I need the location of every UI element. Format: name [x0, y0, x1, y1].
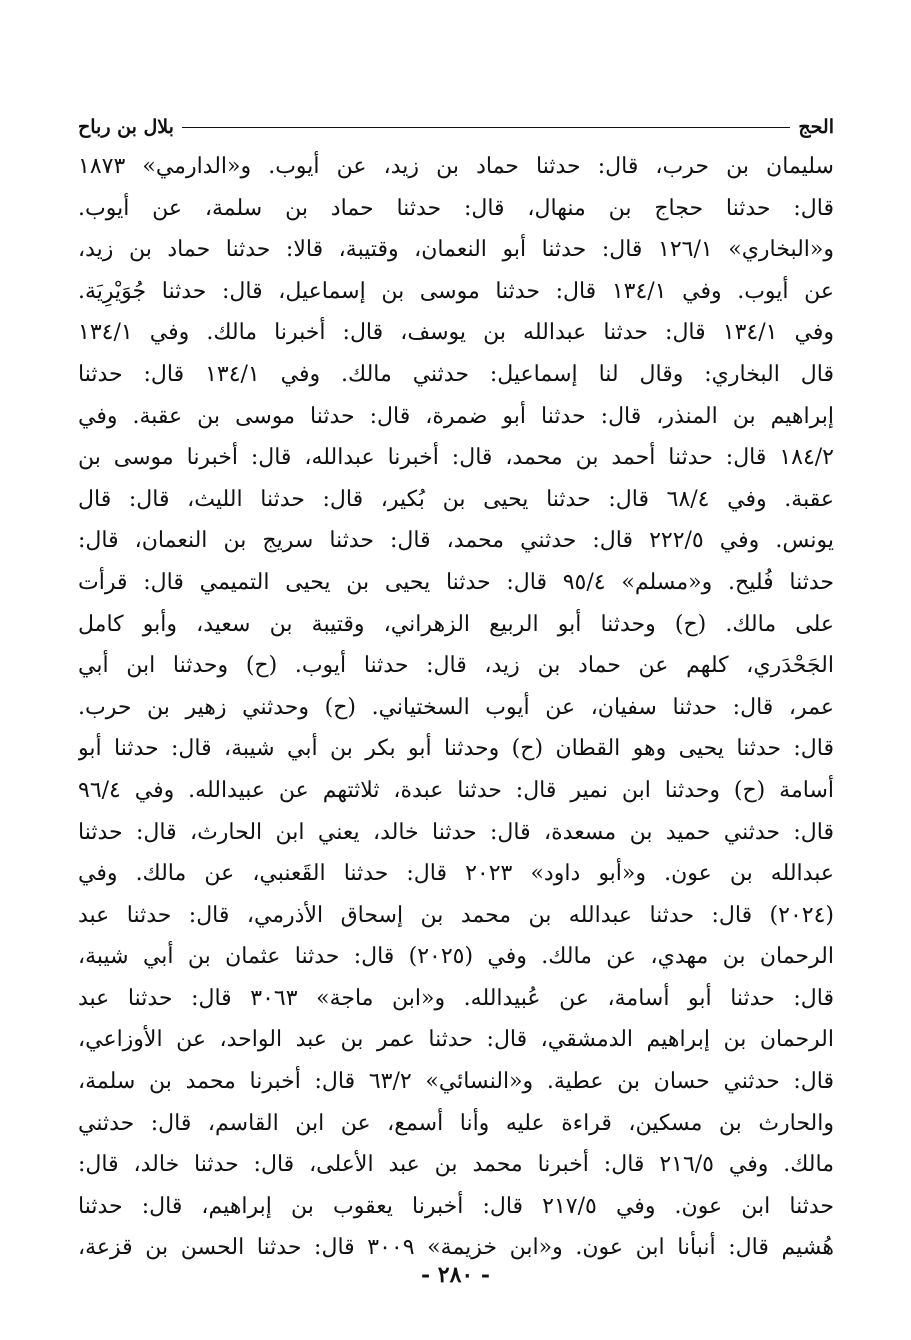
chapter-title: الحج: [798, 116, 834, 138]
text-line: عن أيوب. وفي ١٣٤/١ قال: حدثنا موسى بن إسماعيل، قال: حدثنا جُوَيْرِيَة.: [78, 278, 834, 304]
header-rule: [182, 127, 790, 128]
text-line: حدثنا فُليح. و«مسلم» ٩٥/٤ قال: حدثنا يحيى بن يحيى التميمي قال: قرأت: [78, 569, 834, 595]
text-line: ١٨٤/٢ قال: حدثنا أحمد بن محمد، قال: أخبرنا عبدالله، قال: أخبرنا موسى بن: [78, 445, 834, 471]
page-number: - ٢٨٠ -: [420, 1262, 491, 1288]
text-line: عمر، قال: حدثنا سفيان، عن أيوب السختياني. (ح) وحدثني زهير بن حرب.: [78, 694, 834, 720]
text-line: مالك. وفي ٢١٦/٥ قال: أخبرنا محمد بن عبد الأعلى، قال: حدثنا خالد، قال:: [78, 1152, 834, 1178]
text-line: و«البخاري» ١٢٦/١ قال: حدثنا أبو النعمان، وقتيبة، قالا: حدثنا حماد بن زيد،: [78, 237, 834, 263]
text-line: حدثنا ابن عون. وفي ٢١٧/٥ قال: أخبرنا يعقوب بن إبراهيم، قال: حدثنا: [78, 1193, 834, 1219]
text-line: قال البخاري: وقال لنا إسماعيل: حدثني مالك. وفي ١٣٤/١ قال: حدثنا: [78, 361, 834, 387]
text-line: الجَحْدَري، كلهم عن حماد بن زيد، قال: حدثنا أيوب. (ح) وحدثنا ابن أبي: [78, 653, 834, 679]
text-line: قال: حدثني حسان بن عطية. و«النسائي» ٦٣/٢ قال: أخبرنا محمد بن سلمة،: [78, 1069, 834, 1095]
text-line: هُشيم قال: أنبأنا ابن عون. و«ابن خزيمة» ٣٠٠٩ قال: حدثنا الحسن بن قزعة،: [78, 1235, 834, 1261]
text-line: يونس. وفي ٢٢٢/٥ قال: حدثني محمد، قال: حدثنا سريج بن النعمان، قال:: [78, 528, 834, 554]
text-line: (٢٠٢٤) قال: حدثنا عبدالله بن محمد بن إسحاق الأذرمي، قال: حدثنا عبد: [78, 902, 834, 928]
body-text: [78, 146, 834, 1269]
text-line: والحارث بن مسكين، قراءة عليه وأنا أسمع، عن ابن القاسم، قال: حدثني: [78, 1110, 834, 1136]
running-header: [78, 112, 834, 142]
text-line: قال: حدثنا أبو أسامة، عن عُبيدالله. و«ابن ماجة» ٣٠٦٣ قال: حدثنا عبد: [78, 985, 834, 1011]
text-line: عبدالله بن عون. و«أبو داود» ٢٠٢٣ قال: حدثنا القَعنبي، عن مالك. وفي: [78, 861, 834, 887]
text-line: أسامة (ح) وحدثنا ابن نمير قال: حدثنا عبدة، ثلاثتهم عن عبيدالله. وفي ٩٦/٤: [78, 777, 834, 803]
text-line: إبراهيم بن المنذر، قال: حدثنا أبو ضمرة، قال: حدثنا موسى بن عقبة. وفي: [78, 403, 834, 429]
text-line: على مالك. (ح) وحدثنا أبو الربيع الزهراني، وقتيبة بن سعيد، وأبو كامل: [78, 611, 834, 637]
text-line: الرحمان بن إبراهيم الدمشقي، قال: حدثنا عمر بن عبد الواحد، عن الأوزاعي،: [78, 1027, 834, 1053]
text-line: عقبة. وفي ٦٨/٤ قال: حدثنا يحيى بن بُكير، قال: حدثنا الليث، قال: قال: [78, 486, 834, 512]
text-line: قال: حدثني حميد بن مسعدة، قال: حدثنا خالد، يعني ابن الحارث، قال: حدثنا: [78, 819, 834, 845]
text-line: الرحمان بن مهدي، عن مالك. وفي (٢٠٢٥) قال: حدثنا عثمان بن أبي شيبة،: [78, 944, 834, 970]
section-title: بلال بن رباح: [78, 116, 174, 138]
text-line: قال: حدثنا يحيى وهو القطان (ح) وحدثنا أبو بكر بن أبي شيبة، قال: حدثنا أبو: [78, 736, 834, 762]
text-line: قال: حدثنا حجاج بن منهال، قال: حدثنا حماد بن سلمة، عن أيوب.: [78, 195, 834, 221]
text-line: سليمان بن حرب، قال: حدثنا حماد بن زيد، عن أيوب. و«الدارمي» ١٨٧٣: [78, 154, 834, 179]
text-line: وفي ١٣٤/١ قال: حدثنا عبدالله بن يوسف، قال: أخبرنا مالك. وفي ١٣٤/١: [78, 320, 834, 346]
